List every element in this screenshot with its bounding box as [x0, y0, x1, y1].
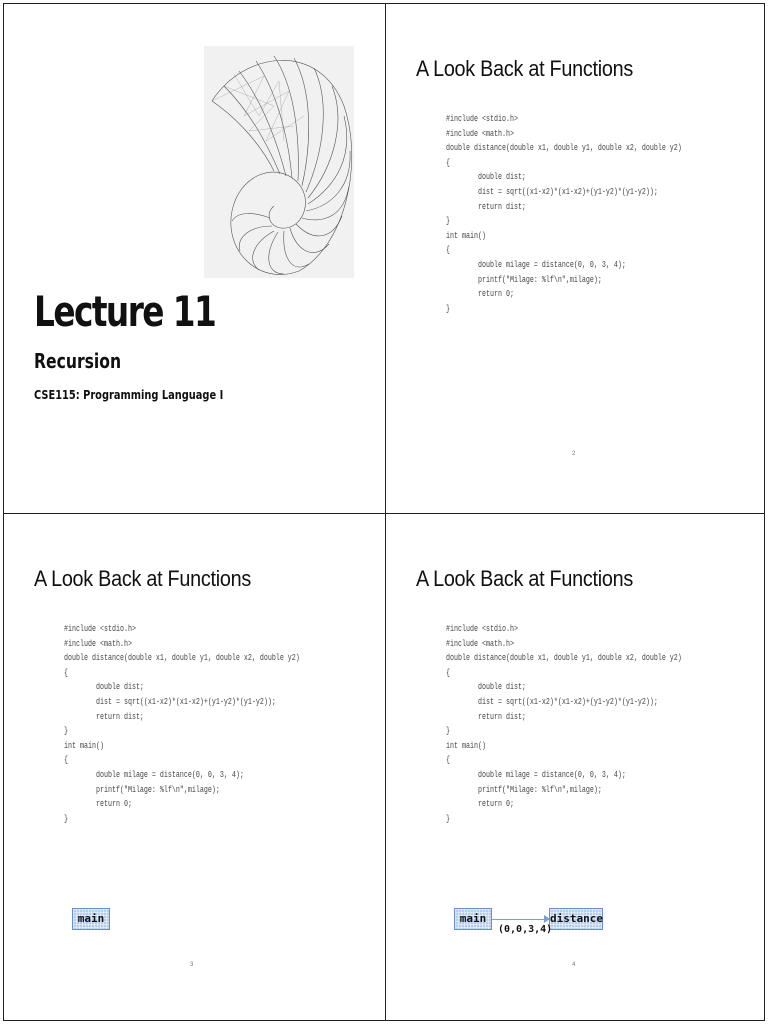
lecture-title: Lecture 11 [34, 287, 216, 336]
code-block: #include <stdio.h> #include <math.h> double distance(double x1, double y1, double x2, double y2) { double dist; dist = sqrt((x1-x2)*(x1-x2)+(y1-y2)*(y1-y2)); return dist; } int main() { double milage = distance(0, 0, 3, 4); printf("Milage: %lf\n",milage); return 0; } [446, 114, 682, 314]
slide-3 [4, 514, 384, 1022]
slide-4 [386, 514, 766, 1022]
main-call-box: main [72, 908, 110, 930]
page-number: 4 [572, 962, 576, 968]
call-arrow [492, 919, 544, 920]
distance-call-box: distance [549, 908, 603, 930]
slide-1 [4, 4, 384, 512]
lecture-subtitle: Recursion [34, 349, 122, 373]
slide-title: A Look Back at Functions [416, 56, 633, 81]
code-block: #include <stdio.h> #include <math.h> double distance(double x1, double y1, double x2, double y2) { double dist; dist = sqrt((x1-x2)*(x1-x2)+(y1-y2)*(y1-y2)); return dist; } int main() { double milage = distance(0, 0, 3, 4); printf("Milage: %lf\n",milage); return 0; } [446, 624, 682, 824]
handout-grid [3, 3, 765, 1021]
nautilus-shell-image [204, 46, 354, 278]
nautilus-shell-drawing [204, 46, 354, 278]
slide-2 [386, 4, 766, 512]
page-number: 3 [190, 962, 194, 968]
slide-title: A Look Back at Functions [416, 566, 633, 591]
code-block: #include <stdio.h> #include <math.h> double distance(double x1, double y1, double x2, double y2) { double dist; dist = sqrt((x1-x2)*(x1-x2)+(y1-y2)*(y1-y2)); return dist; } int main() { double milage = distance(0, 0, 3, 4); printf("Milage: %lf\n",milage); return 0; } [64, 624, 300, 824]
slide-title: A Look Back at Functions [34, 566, 251, 591]
page-number: 2 [572, 451, 576, 457]
main-call-box: main [454, 908, 492, 930]
course-name: CSE115: Programming Language I [34, 388, 224, 402]
call-arguments: (0,0,3,4) [498, 924, 553, 935]
